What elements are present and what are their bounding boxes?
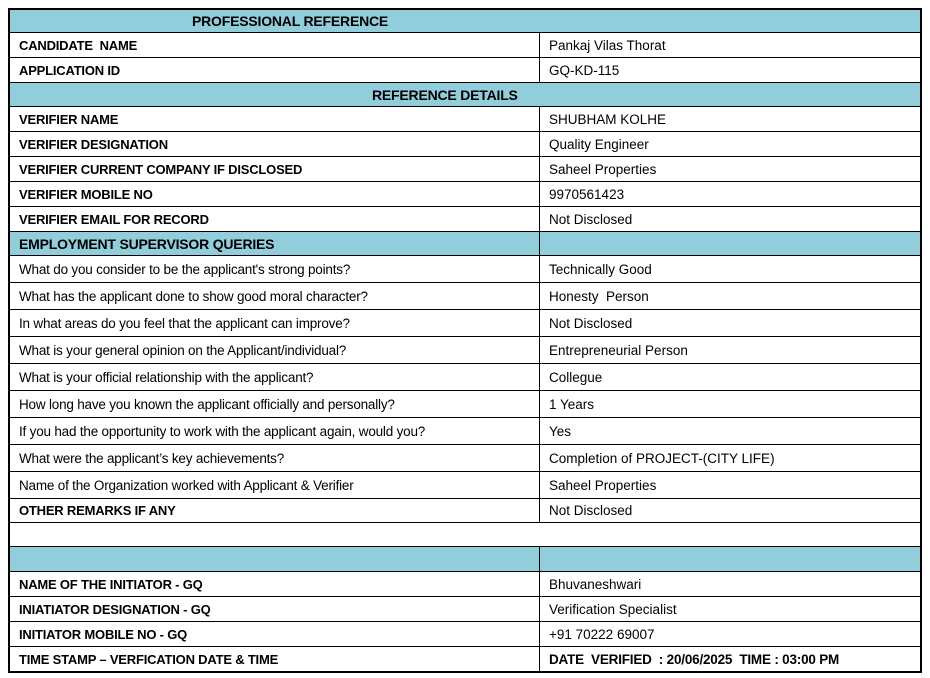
verifier-mobile-label: VERIFIER MOBILE NO [19, 186, 153, 202]
row-query-moral-character [10, 282, 920, 309]
row-verifier-name [10, 106, 920, 131]
query-organization-text: Name of the Organization worked with Applicant & Verifier [19, 477, 354, 493]
verifier-email-value-cell [540, 207, 920, 231]
candidate-name-value-cell [540, 33, 920, 57]
professional-reference-title: PROFESSIONAL REFERENCE [192, 13, 389, 29]
initiator-mobile-value: +91 70222 69007 [549, 626, 655, 642]
timestamp-label-cell [10, 647, 540, 671]
row-verifier-designation [10, 131, 920, 156]
row-query-improve [10, 309, 920, 336]
query-strong-points-text: What do you consider to be the applicant's strong points? [19, 261, 351, 277]
row-query-strong-points [10, 255, 920, 282]
row-query-work-again [10, 417, 920, 444]
verifier-name-value: SHUBHAM KOLHE [549, 111, 667, 127]
other-remarks-value-cell [540, 499, 920, 522]
initiator-mobile-value-cell [540, 622, 920, 646]
query-how-long-known-text: How long have you known the applicant officially and personally? [19, 396, 395, 412]
verifier-mobile-value-cell [540, 182, 920, 206]
verifier-designation-value-cell [540, 132, 920, 156]
row-blue-spacer [10, 546, 920, 571]
header-row-employment-supervisor-queries [10, 231, 920, 255]
initiator-name-label: NAME OF THE INITIATOR - GQ [19, 576, 203, 592]
initiator-designation-value-cell [540, 597, 920, 621]
queries-header-title: EMPLOYMENT SUPERVISOR QUERIES [19, 235, 275, 252]
reference-details-title: REFERENCE DETAILS [372, 86, 518, 103]
query-strong-points-cell [10, 256, 540, 282]
verifier-email-label-cell [10, 207, 540, 231]
answer-general-opinion-cell [540, 337, 920, 363]
row-query-how-long-known [10, 390, 920, 417]
initiator-name-label-cell [10, 572, 540, 596]
timestamp-label: TIME STAMP – VERFICATION DATE & TIME [19, 651, 279, 667]
answer-improve-cell [540, 310, 920, 336]
query-work-again-text: If you had the opportunity to work with the applicant again, would you? [19, 423, 426, 439]
answer-official-relationship-cell [540, 364, 920, 390]
query-general-opinion-text: What is your general opinion on the Applicant/individual? [19, 342, 347, 358]
application-id-label-cell [10, 58, 540, 82]
query-work-again-cell [10, 418, 540, 444]
verifier-company-value-cell [540, 157, 920, 181]
row-query-key-achievements [10, 444, 920, 471]
verifier-name-label: VERIFIER NAME [19, 111, 119, 127]
queries-header-cell [10, 232, 540, 255]
row-verifier-email [10, 206, 920, 231]
query-organization-cell [10, 472, 540, 498]
verifier-mobile-value: 9970561423 [549, 186, 625, 202]
application-id-label: APPLICATION ID [19, 62, 120, 78]
other-remarks-label: OTHER REMARKS IF ANY [19, 503, 176, 518]
initiator-name-value-cell [540, 572, 920, 596]
query-general-opinion-cell [10, 337, 540, 363]
verifier-mobile-label-cell [10, 182, 540, 206]
answer-strong-points-cell [540, 256, 920, 282]
application-id-value-cell [540, 58, 920, 82]
verifier-designation-label-cell [10, 132, 540, 156]
answer-how-long-known-cell [540, 391, 920, 417]
answer-key-achievements-cell [540, 445, 920, 471]
answer-official-relationship-text: Collegue [549, 369, 603, 385]
blue-spacer-right-cell [540, 547, 920, 571]
timestamp-value: DATE VERIFIED : 20/06/2025 TIME : 03:00 PM [549, 651, 840, 667]
verifier-company-label-cell [10, 157, 540, 181]
query-moral-character-text: What has the applicant done to show good moral character? [19, 288, 368, 304]
query-key-achievements-text: What were the applicant’s key achievements? [19, 450, 285, 466]
verifier-name-label-cell [10, 107, 540, 131]
answer-moral-character-cell [540, 283, 920, 309]
answer-improve-text: Not Disclosed [549, 315, 633, 331]
initiator-designation-value: Verification Specialist [549, 601, 677, 617]
verifier-name-value-cell [540, 107, 920, 131]
query-how-long-known-cell [10, 391, 540, 417]
timestamp-value-cell [540, 647, 920, 671]
query-official-relationship-cell [10, 364, 540, 390]
verifier-designation-value: Quality Engineer [549, 136, 649, 152]
verifier-company-value: Saheel Properties [549, 161, 657, 177]
candidate-name-label-cell [10, 33, 540, 57]
candidate-name-label: CANDIDATE NAME [19, 37, 138, 53]
answer-moral-character-text: Honesty Person [549, 288, 649, 304]
row-query-general-opinion [10, 336, 920, 363]
queries-header-empty-cell [540, 232, 920, 255]
initiator-mobile-label: INITIATOR MOBILE NO - GQ [19, 626, 188, 642]
verifier-company-label: VERIFIER CURRENT COMPANY IF DISCLOSED [19, 161, 303, 177]
query-moral-character-cell [10, 283, 540, 309]
row-verifier-company [10, 156, 920, 181]
row-initiator-designation [10, 596, 920, 621]
verifier-email-value: Not Disclosed [549, 211, 633, 227]
initiator-designation-label-cell [10, 597, 540, 621]
answer-key-achievements-text: Completion of PROJECT-(CITY LIFE) [549, 450, 775, 466]
query-improve-text: In what areas do you feel that the applicant can improve? [19, 315, 350, 331]
answer-organization-cell [540, 472, 920, 498]
blue-spacer-left-cell [10, 547, 540, 571]
query-improve-cell [10, 310, 540, 336]
query-official-relationship-text: What is your official relationship with the applicant? [19, 369, 314, 385]
header-row-reference-details [10, 82, 920, 106]
header-row-professional-reference [10, 10, 920, 32]
candidate-name-value: Pankaj Vilas Thorat [549, 37, 666, 53]
row-application-id [10, 57, 920, 82]
row-initiator-name [10, 571, 920, 596]
initiator-name-value: Bhuvaneshwari [549, 576, 642, 592]
verifier-email-label: VERIFIER EMAIL FOR RECORD [19, 211, 209, 227]
initiator-mobile-label-cell [10, 622, 540, 646]
other-remarks-value: Not Disclosed [549, 503, 633, 518]
answer-work-again-cell [540, 418, 920, 444]
other-remarks-label-cell [10, 499, 540, 522]
row-verifier-mobile [10, 181, 920, 206]
row-initiator-mobile [10, 621, 920, 646]
row-empty-spacer [10, 522, 920, 546]
verifier-designation-label: VERIFIER DESIGNATION [19, 136, 168, 152]
answer-work-again-text: Yes [549, 423, 572, 439]
row-query-official-relationship [10, 363, 920, 390]
answer-general-opinion-text: Entrepreneurial Person [549, 342, 688, 358]
answer-strong-points-text: Technically Good [549, 261, 652, 277]
query-key-achievements-cell [10, 445, 540, 471]
application-id-value: GQ-KD-115 [549, 62, 620, 78]
answer-how-long-known-text: 1 Years [549, 396, 595, 412]
initiator-designation-label: INIATIATOR DESIGNATION - GQ [19, 601, 211, 617]
answer-organization-text: Saheel Properties [549, 477, 657, 493]
row-timestamp [10, 646, 920, 671]
reference-table [8, 8, 922, 673]
row-candidate-name [10, 32, 920, 57]
row-query-organization [10, 471, 920, 498]
row-other-remarks [10, 498, 920, 522]
